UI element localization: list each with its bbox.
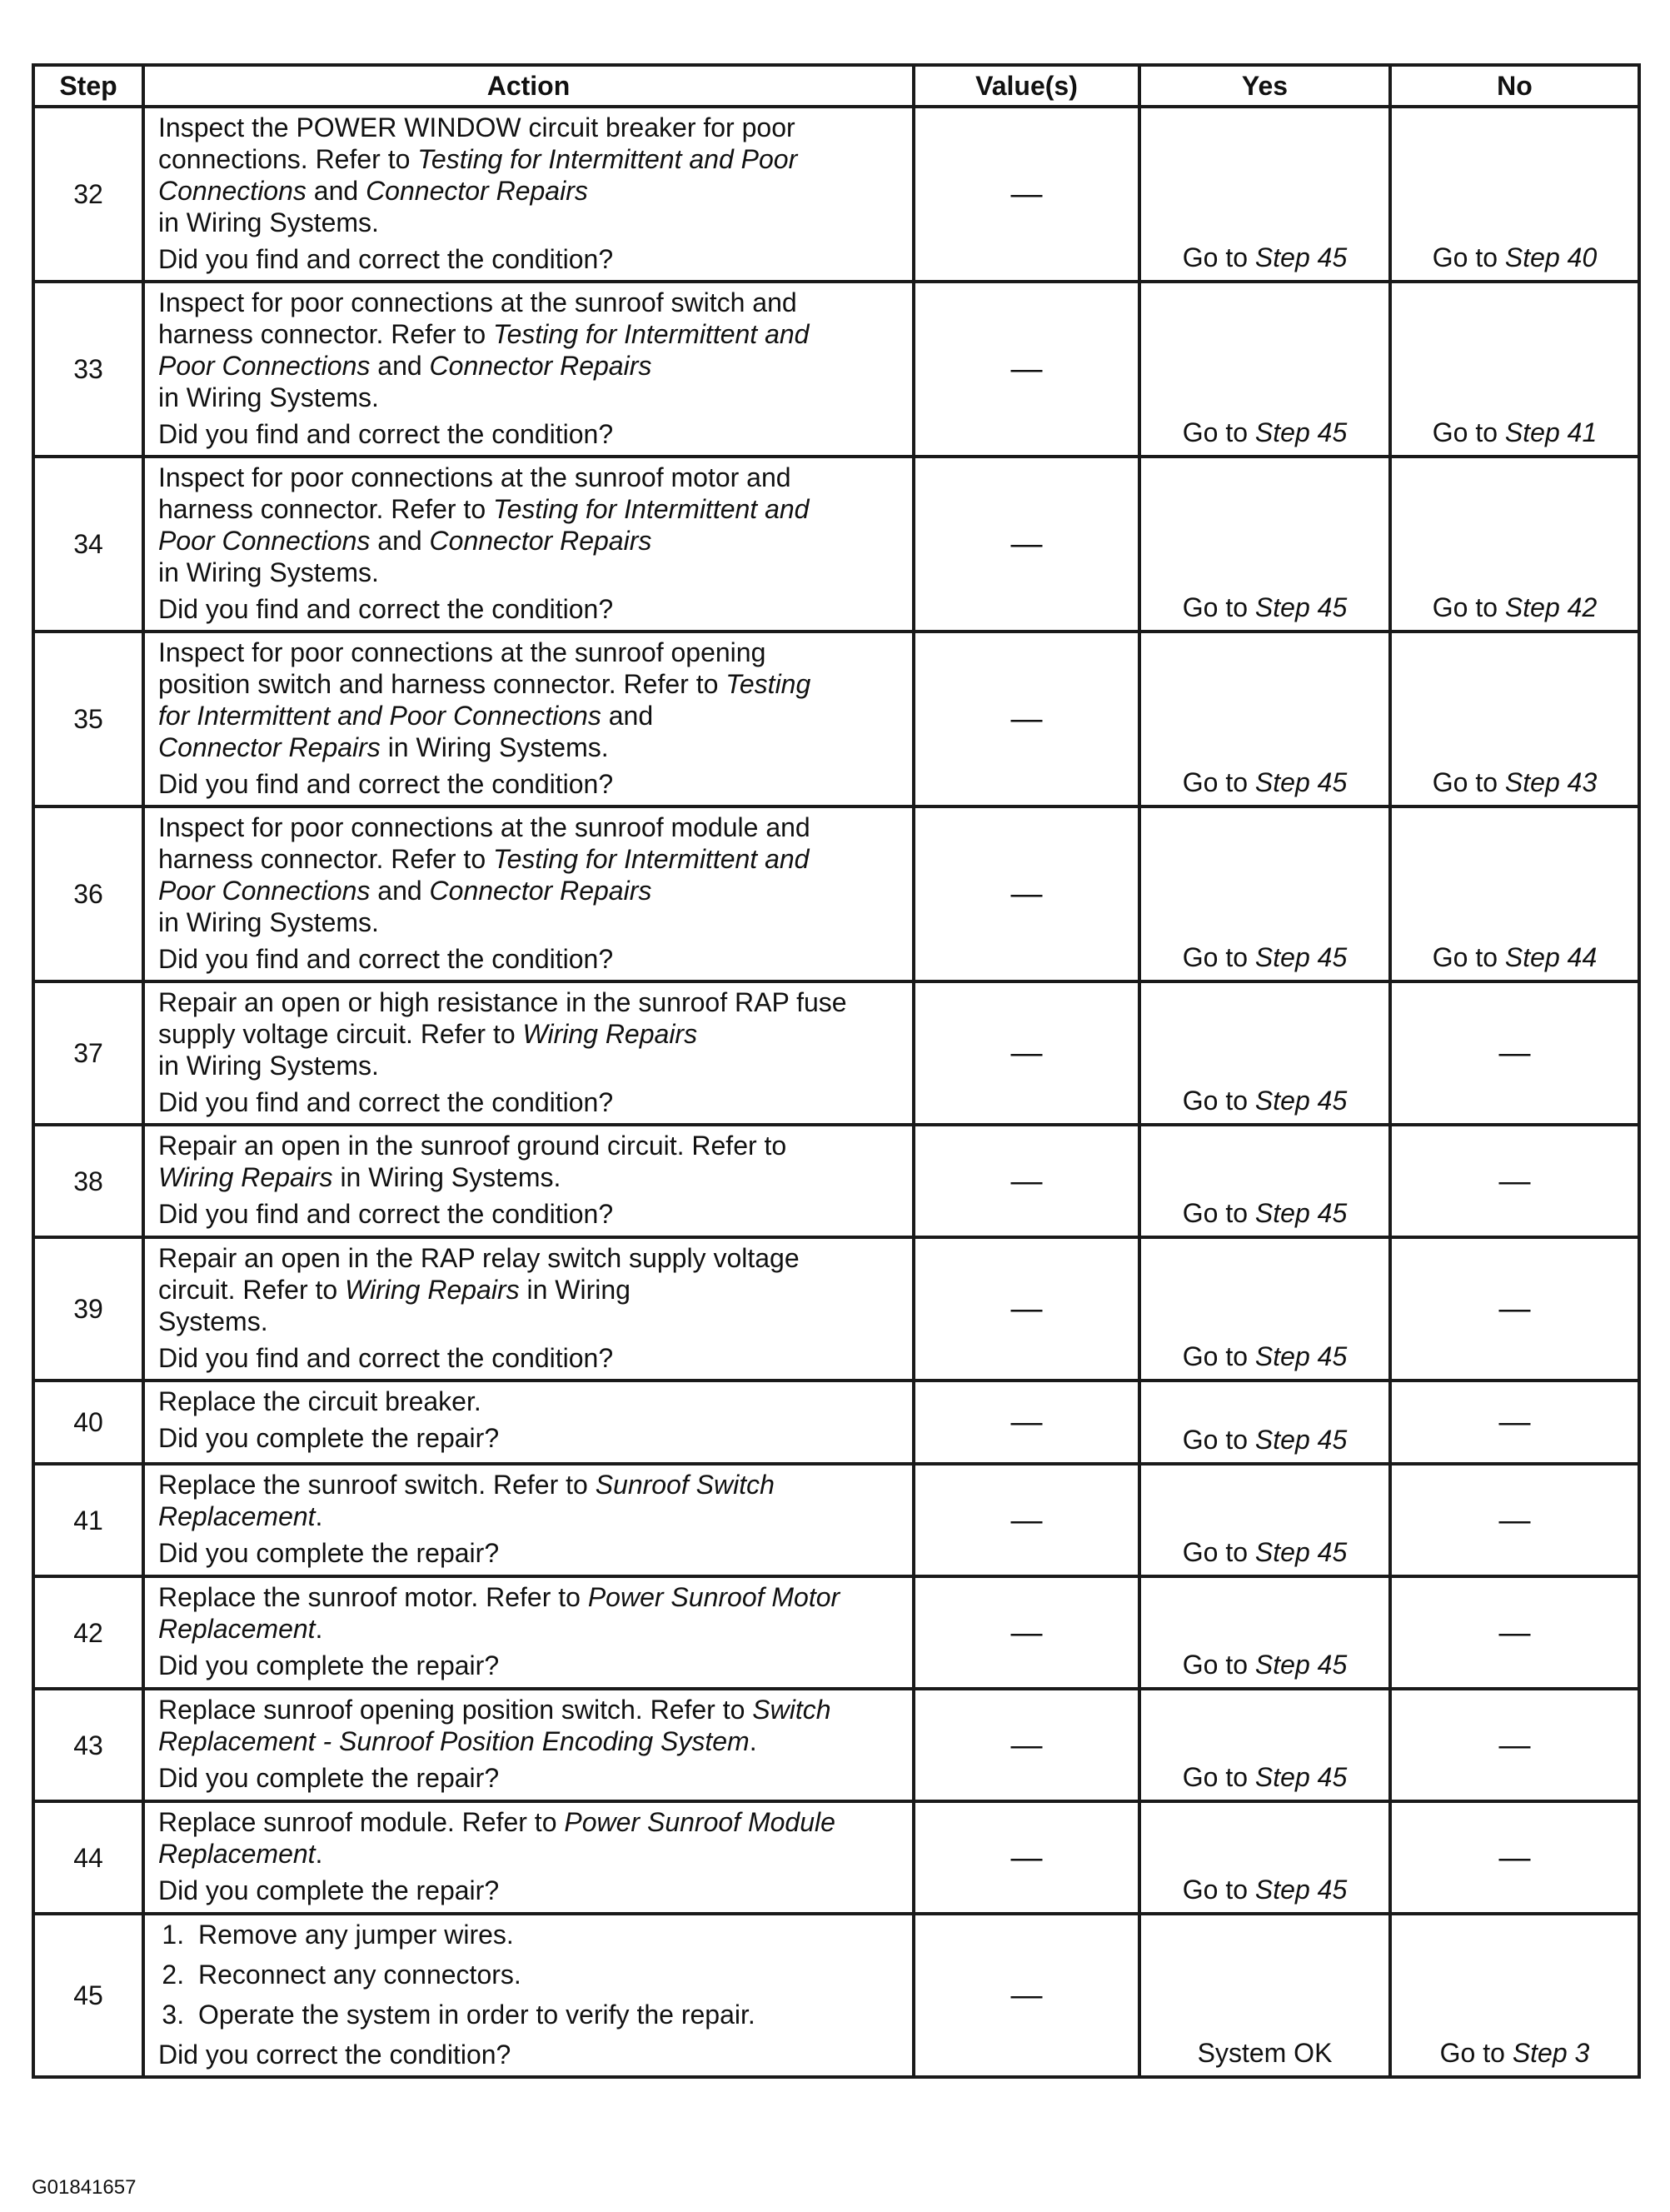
action-text xyxy=(158,1694,904,1757)
table-row xyxy=(33,1914,1639,2077)
yes-cell xyxy=(1139,107,1390,282)
yes-goto-text: Go to xyxy=(1182,417,1255,447)
value-cell: — xyxy=(914,632,1139,806)
no-step-ref: Step 44 xyxy=(1504,942,1598,972)
reference-text: Testing for Intermittent and Poor Connections xyxy=(158,669,811,731)
value-cell: — xyxy=(914,1801,1139,1914)
value-cell: — xyxy=(914,1125,1139,1237)
instruction-text: Replace the sunroof motor. Refer to xyxy=(158,1582,588,1612)
question-text: Did you complete the repair? xyxy=(158,1763,500,1793)
reference-text: Testing for Intermittent and Poor Connections xyxy=(158,844,810,906)
instruction-text: Replace the circuit breaker. xyxy=(158,1386,481,1416)
instruction-text: . xyxy=(315,1501,323,1531)
yes-step-ref: Step 45 xyxy=(1254,1086,1348,1116)
no-cell: — xyxy=(1390,1576,1639,1689)
action-text xyxy=(158,811,904,938)
yes-cell xyxy=(1139,1464,1390,1576)
no-step-ref: Step 40 xyxy=(1504,242,1598,272)
action-cell xyxy=(143,1689,914,1801)
action-cell xyxy=(143,806,914,981)
step-number: 40 xyxy=(33,1381,143,1464)
question-text: Did you correct the condition? xyxy=(158,2040,511,2070)
action-text xyxy=(158,986,904,1081)
instruction-text: in Wiring Systems. xyxy=(158,1051,379,1081)
table-row xyxy=(33,1801,1639,1914)
action-cell xyxy=(143,1914,914,2077)
yes-goto-text: Go to xyxy=(1182,1537,1255,1567)
question-text: Did you find and correct the condition? xyxy=(158,244,614,274)
step-number: 36 xyxy=(33,806,143,981)
action-cell xyxy=(143,107,914,282)
action-cell xyxy=(143,1576,914,1689)
list-item: 1. Remove any jumper wires. xyxy=(192,1919,904,1950)
yes-step-ref: Step 45 xyxy=(1254,417,1348,447)
no-step-ref: Step 3 xyxy=(1512,2038,1590,2068)
no-cell: — xyxy=(1390,1125,1639,1237)
instruction-text: Replace the sunroof switch. Refer to xyxy=(158,1470,596,1500)
yes-step-ref: Step 45 xyxy=(1254,1762,1348,1792)
reference-text: Connector Repairs xyxy=(158,732,381,762)
instruction-text: Repair an open in the RAP relay switch supply voltage circuit. Refer to xyxy=(158,1243,800,1305)
no-cell: — xyxy=(1390,1237,1639,1381)
action-cell xyxy=(143,1464,914,1576)
instruction-text: in Wiring Systems. xyxy=(158,382,379,412)
header-step: Step xyxy=(33,65,143,107)
table-row xyxy=(33,1576,1639,1689)
action-text xyxy=(158,637,904,763)
header-yes: Yes xyxy=(1139,65,1390,107)
yes-goto-text: Go to xyxy=(1182,767,1255,797)
reference-text: Sunroof Switch Replacement xyxy=(158,1470,775,1531)
yes-step-ref: Step 45 xyxy=(1254,942,1348,972)
table-body xyxy=(33,107,1639,2077)
reference-text: Testing for Intermittent and Poor Connections xyxy=(158,144,798,206)
yes-cell xyxy=(1139,1914,1390,2077)
action-text xyxy=(158,112,904,238)
no-cell xyxy=(1390,107,1639,282)
step-number: 43 xyxy=(33,1689,143,1801)
table-row xyxy=(33,1689,1639,1801)
instruction-text: and xyxy=(370,351,430,381)
table-row xyxy=(33,1125,1639,1237)
no-goto-text: Go to xyxy=(1439,2038,1513,2068)
value-cell: — xyxy=(914,282,1139,457)
no-goto-text: Go to xyxy=(1432,417,1505,447)
instruction-text: in Wiring Systems. xyxy=(158,207,379,237)
instruction-text: and xyxy=(370,876,430,906)
yes-step-ref: Step 45 xyxy=(1254,1341,1348,1371)
reference-text: Switch Replacement - Sunroof Position Encoding System xyxy=(158,1695,831,1756)
question-text: Did you find and correct the condition? xyxy=(158,419,614,449)
yes-step-ref: Step 45 xyxy=(1254,767,1348,797)
step-number: 37 xyxy=(33,981,143,1125)
action-text xyxy=(158,1386,904,1417)
yes-cell xyxy=(1139,806,1390,981)
table-row xyxy=(33,1381,1639,1464)
yes-cell xyxy=(1139,1576,1390,1689)
header-values: Value(s) xyxy=(914,65,1139,107)
instruction-text: in Wiring Systems. xyxy=(380,732,609,762)
yes-goto-text: Go to xyxy=(1182,592,1255,622)
yes-cell xyxy=(1139,1125,1390,1237)
action-cell xyxy=(143,457,914,632)
instruction-text: Replace sunroof opening position switch. Refer to xyxy=(158,1695,753,1725)
value-cell: — xyxy=(914,107,1139,282)
instruction-text: Inspect for poor connections at the sunroof switch and harness connector. Refer to xyxy=(158,287,797,349)
no-cell: — xyxy=(1390,1801,1639,1914)
table-row xyxy=(33,1464,1639,1576)
reference-text: Wiring Repairs xyxy=(158,1162,333,1192)
reference-text: Testing for Intermittent and Poor Connections xyxy=(158,319,810,381)
no-step-ref: Step 41 xyxy=(1504,417,1598,447)
header-no: No xyxy=(1390,65,1639,107)
no-cell: — xyxy=(1390,1464,1639,1576)
yes-goto-text: Go to xyxy=(1182,1650,1255,1680)
yes-step-ref: Step 45 xyxy=(1254,1875,1348,1905)
action-text xyxy=(158,1242,904,1337)
instruction-text: in Wiring Systems. xyxy=(158,1275,631,1336)
step-number: 38 xyxy=(33,1125,143,1237)
reference-text: Connector Repairs xyxy=(429,876,652,906)
yes-cell xyxy=(1139,1237,1390,1381)
no-step-ref: Step 42 xyxy=(1504,592,1598,622)
yes-step-ref: Step 45 xyxy=(1254,1425,1348,1455)
no-goto-text: Go to xyxy=(1432,942,1505,972)
value-cell: — xyxy=(914,1689,1139,1801)
instruction-text: . xyxy=(315,1614,323,1644)
step-number: 41 xyxy=(33,1464,143,1576)
no-cell xyxy=(1390,632,1639,806)
no-cell: — xyxy=(1390,1689,1639,1801)
question-text: Did you find and correct the condition? xyxy=(158,594,614,624)
yes-cell xyxy=(1139,1689,1390,1801)
action-text xyxy=(158,1469,904,1532)
table-row xyxy=(33,806,1639,981)
action-text xyxy=(158,1581,904,1645)
diagnostic-table xyxy=(32,63,1641,2079)
table-header-row xyxy=(33,65,1639,107)
value-cell: — xyxy=(914,1914,1139,2077)
yes-cell xyxy=(1139,457,1390,632)
instruction-text: Inspect the POWER WINDOW circuit breaker for poor connections. Refer to xyxy=(158,112,795,174)
instruction-text: in Wiring Systems. xyxy=(158,557,379,587)
question-text: Did you find and correct the condition? xyxy=(158,944,614,974)
instruction-text: . xyxy=(315,1839,323,1869)
action-cell xyxy=(143,1125,914,1237)
step-number: 35 xyxy=(33,632,143,806)
action-cell xyxy=(143,632,914,806)
step-number: 45 xyxy=(33,1914,143,2077)
question-text: Did you find and correct the condition? xyxy=(158,1087,614,1117)
no-cell xyxy=(1390,457,1639,632)
reference-text: Connector Repairs xyxy=(429,351,652,381)
instruction-text: Repair an open in the sunroof ground circuit. Refer to xyxy=(158,1131,787,1161)
reference-text: Testing for Intermittent and Poor Connections xyxy=(158,494,810,556)
yes-step-ref: Step 45 xyxy=(1254,1198,1348,1228)
no-step-ref: Step 43 xyxy=(1504,767,1598,797)
question-text: Did you find and correct the condition? xyxy=(158,769,614,799)
question-text: Did you find and correct the condition? xyxy=(158,1199,614,1229)
action-cell xyxy=(143,282,914,457)
yes-step-ref: Step 45 xyxy=(1254,1537,1348,1567)
action-text xyxy=(158,1806,904,1870)
instruction-text: . xyxy=(749,1726,757,1756)
yes-goto-text: Go to xyxy=(1182,942,1255,972)
table-row xyxy=(33,107,1639,282)
instruction-text: and xyxy=(306,176,366,206)
figure-id: G01841657 xyxy=(32,2176,137,2199)
yes-cell xyxy=(1139,1381,1390,1464)
reference-text: Connector Repairs xyxy=(429,526,652,556)
instruction-text: Inspect for poor connections at the sunroof module and harness connector. Refer to xyxy=(158,812,810,874)
table-row xyxy=(33,282,1639,457)
action-text xyxy=(158,287,904,413)
question-text: Did you complete the repair? xyxy=(158,1650,500,1680)
instruction-text: Inspect for poor connections at the sunroof motor and harness connector. Refer to xyxy=(158,462,791,524)
reference-text: Power Sunroof Motor Replacement xyxy=(158,1582,840,1644)
question-text: Did you complete the repair? xyxy=(158,1875,500,1905)
table-row xyxy=(33,981,1639,1125)
step-number: 42 xyxy=(33,1576,143,1689)
instruction-text: Repair an open or high resistance in the sunroof RAP fuse supply voltage circuit. Refer to xyxy=(158,987,847,1049)
yes-step-ref: Step 45 xyxy=(1254,242,1348,272)
yes-goto-text: Go to xyxy=(1182,1425,1255,1455)
reference-text: Connector Repairs xyxy=(366,176,588,206)
yes-cell xyxy=(1139,632,1390,806)
action-cell xyxy=(143,981,914,1125)
no-goto-text: Go to xyxy=(1432,242,1505,272)
yes-cell xyxy=(1139,282,1390,457)
no-goto-text: Go to xyxy=(1432,592,1505,622)
yes-cell xyxy=(1139,1801,1390,1914)
instruction-text: Inspect for poor connections at the sunroof opening position switch and harness connector. Refer to xyxy=(158,637,766,699)
no-cell xyxy=(1390,1914,1639,2077)
yes-step-ref: Step 45 xyxy=(1254,1650,1348,1680)
action-text xyxy=(158,462,904,588)
table-row xyxy=(33,632,1639,806)
question-text: Did you complete the repair? xyxy=(158,1538,500,1568)
value-cell: — xyxy=(914,457,1139,632)
value-cell: — xyxy=(914,1237,1139,1381)
list-item: 3. Operate the system in order to verify the repair. xyxy=(192,1999,904,2030)
no-goto-text: Go to xyxy=(1432,767,1505,797)
step-number: 33 xyxy=(33,282,143,457)
table-row xyxy=(33,457,1639,632)
instruction-text: in Wiring Systems. xyxy=(158,907,379,937)
instruction-text: and xyxy=(608,701,654,731)
yes-goto-text: Go to xyxy=(1182,1875,1255,1905)
no-cell: — xyxy=(1390,981,1639,1125)
yes-cell xyxy=(1139,981,1390,1125)
yes-goto-text: Go to xyxy=(1182,1198,1255,1228)
instruction-text: in Wiring Systems. xyxy=(332,1162,561,1192)
step-number: 44 xyxy=(33,1801,143,1914)
question-text: Did you find and correct the condition? xyxy=(158,1343,614,1373)
yes-step-ref: Step 45 xyxy=(1254,592,1348,622)
value-cell: — xyxy=(914,806,1139,981)
table-row xyxy=(33,1237,1639,1381)
action-cell xyxy=(143,1237,914,1381)
reference-text: Wiring Repairs xyxy=(522,1019,698,1049)
action-cell xyxy=(143,1381,914,1464)
value-cell: — xyxy=(914,1576,1139,1689)
value-cell: — xyxy=(914,1464,1139,1576)
no-cell xyxy=(1390,806,1639,981)
reference-text: Power Sunroof Module Replacement xyxy=(158,1807,835,1869)
reference-text: Wiring Repairs xyxy=(345,1275,520,1305)
yes-goto-text: Go to xyxy=(1182,1341,1255,1371)
step-number: 39 xyxy=(33,1237,143,1381)
instruction-text: Replace sunroof module. Refer to xyxy=(158,1807,565,1837)
yes-goto-text: Go to xyxy=(1182,1762,1255,1792)
list-item: 2. Reconnect any connectors. xyxy=(192,1959,904,1990)
question-text: Did you complete the repair? xyxy=(158,1423,500,1453)
yes-result: System OK xyxy=(1197,2038,1333,2068)
yes-goto-text: Go to xyxy=(1182,242,1255,272)
step-number: 32 xyxy=(33,107,143,282)
header-action: Action xyxy=(143,65,914,107)
action-cell xyxy=(143,1801,914,1914)
value-cell: — xyxy=(914,1381,1139,1464)
procedure-list xyxy=(158,1919,904,2030)
action-text xyxy=(158,1130,904,1193)
instruction-text: and xyxy=(370,526,430,556)
no-cell xyxy=(1390,282,1639,457)
value-cell: — xyxy=(914,981,1139,1125)
step-number: 34 xyxy=(33,457,143,632)
no-cell: — xyxy=(1390,1381,1639,1464)
yes-goto-text: Go to xyxy=(1182,1086,1255,1116)
